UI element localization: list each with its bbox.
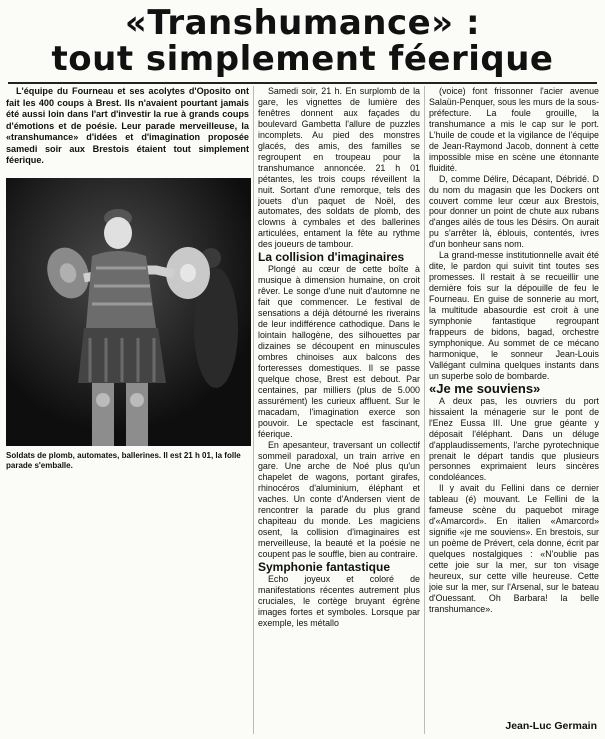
photo-caption: Soldats de plomb, automates, ballerines. Il est 21 h 01, la folle parade s'emballe.: [6, 451, 241, 470]
article-paragraph: Plongé au cœur de cette boîte à musique à dimension humaine, on croit rêver. Le songe d'une nuit d'automne ne fait que commencer. Le festival de sensations a déjà détourné les riverains de leur indifférence cathodique. Dans le lointain hallogène, des silhouettes par dizaines se découpent en minuscules ombres chinoises aux balcons des forteresses domestiques. Il se passe quelque chose, Brest est debout. Par centaines, par milliers (plus de 5.000 assurément) les curieux affluent. Sur le macadam, l'imagination exerce son pouvoir. Le spectacle est fascinant, féerique.: [258, 264, 420, 439]
article-paragraph: La grand-messe institutionnelle avait été dite, le pardon qui suivit tint toutes ses promesses. Il restait à se recueillir une dernière fois sur la dépouille de feu le Fourneau. En guise de sonnerie au mort, la multitude abasourdie est croit à une symphonie fantastique regroupant frappeurs de bidons, bagad, orchestre symphonique. Au sommet de ce mécano harmonique, le sonneur Jean-Louis Vallégant culmina quelques instants dans un superbe solo de bombarde.: [429, 250, 599, 381]
lead-paragraph: [6, 86, 249, 167]
headline-line-2: tout simplement féerique: [51, 39, 554, 79]
lead-text: L'équipe du Fourneau et ses acolytes d'Oposito ont fait les 400 coups à Brest. Ils n'avaient pourtant jamais été aussi loin dans l'art d'investir la rue à grands coups d'émotions et de poésie. Leur parade merveilleuse, la «transhumance» d'idées et d'imagination proposée samedi soir aux Brestois étaient tout simplement féerique.: [6, 86, 249, 165]
article-paragraph: (voice) font frissonner l'acier avenue Salaün-Penquer, sous les murs de la sous-préfecture. La foule grouille, la transhumance a mis le cap sur le port. L'huile de coude et la vigilance de l'équipe de Jean-Raymond Jacob, donnent à cette impossible mise en scène une étonnante fluidité.: [429, 86, 599, 173]
column-divider: [424, 86, 425, 734]
article-column-3: [429, 86, 599, 716]
subheading: La collision d'imaginaires: [258, 250, 405, 265]
article-paragraph: Samedi soir, 21 h. En surplomb de la gare, les vignettes de lumière des fenêtres donnent aux façades du boulevard Gambetta l'allure de puzzles incomplets. Au pied des monstres glacés, des amis, des familles se regroupent en troupeau pour la transhumance annoncée. 21 h 01 pétantes, les trois coups réveillent la nuit. Sortant d'une remorque, tels des jouets d'un paquet de Noël, des automates, des soldats de plomb, des clowns à cymbales et des ballerines articulées, entament la fête au rythme des joueurs de tambour.: [258, 86, 420, 250]
parade-photo: [6, 178, 251, 446]
subheading: Symphonie fantastique: [258, 560, 391, 575]
article-paragraph: D, comme Délire, Décapant, Débridé. D du nom du magasin que les Dockers ont couvert comme leur cœur aux Brestois, pour donner un point de chute aux rubans d'anges ailés de tous les Désirs. On aurait pu s'arrêter là, éblouis, contentés, ivres d'un bonheur sans nom.: [429, 173, 599, 250]
column-divider: [253, 86, 254, 734]
headline-rule: [8, 82, 597, 84]
headline-line-1: «Transhumance» :: [124, 3, 481, 43]
article-paragraph: En apesanteur, traversant un collectif sommeil paradoxal, un train arrive en gare. Une arche de Noé plus qu'un chapelet de wagons, portant girafes, rhinocéros d'aluminium, éléphant et vaches. Un conte d'Andersen vient de rencontrer la parade du plus grand chapiteau du monde. Les magiciens osent, la collision d'imaginaires est merveilleuse, la beauté et la poésie ne coupent pas le souffle, bien au contraire.: [258, 439, 420, 560]
subheading: «Je me souviens»: [429, 380, 541, 396]
article-column-2: [258, 86, 420, 736]
parade-photo-illustration: [6, 178, 251, 446]
author-signature: Jean-Luc Germain: [505, 720, 597, 732]
article-paragraph: A deux pas, les ouvriers du port hissaient la ménagerie sur le pont de l'Enez Eussa III. Une grue géante y déposait l'éléphant. Dans un déluge d'applaudissements, l'arche pyrotechnique prenait le départ tandis que plusieurs personnes exprimaient leurs sincères condoléances.: [429, 395, 599, 483]
article-paragraph: Echo joyeux et coloré de manifestations récentes autrement plus cruciales, le cortège bruyant égrène images fortes et symboles. Lorsque par exemple, les métallo: [258, 574, 420, 628]
article-paragraph: Il y avait du Fellini dans ce dernier tableau (é) mouvant. Le Fellini de la fameuse scène du paquebot mirage d'«Amarcord». En italien «Amarcord» signifie «je me souviens». En brestois, sur un poème de Prévert, cela donne, écrit par quelques nostalgiques : «N'oublie pas cette joie sur la mer, sur ton visage heureux, sur cette ville heureuse. Cette joie sur la mer, sur l'Arsenal, sur le bateau d'Ouessant. Oh Barbara! la belle transhumance».: [429, 483, 599, 614]
